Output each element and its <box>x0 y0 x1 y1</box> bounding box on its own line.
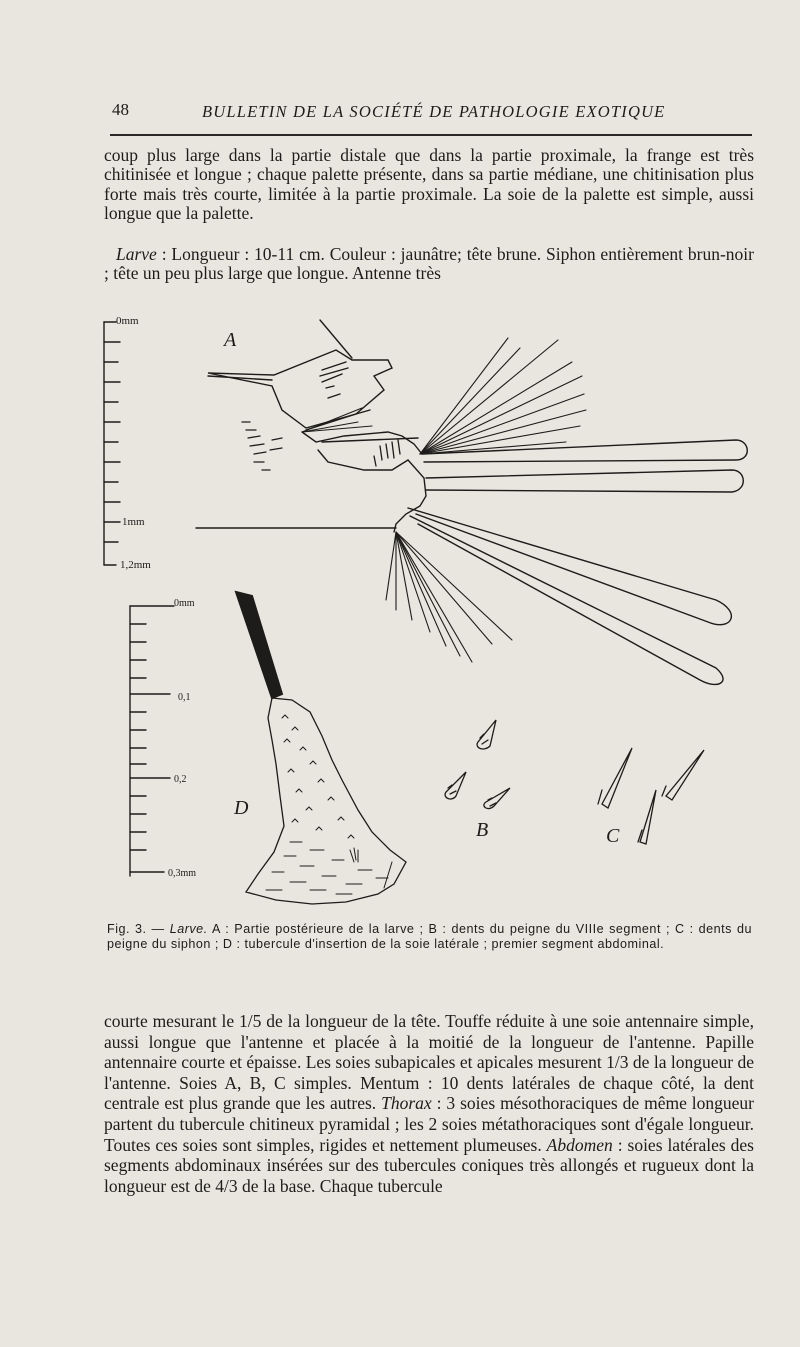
drawing-D-tubercle <box>236 592 406 904</box>
caption-text: A : Partie postérieure de la larve ; B : dents du peigne du VIIIe segment ; C : dents du peigne du siphon ; D : tubercule d'insertion de la soie latérale ; premier segment abdominal. <box>107 922 752 951</box>
larva-details-part-c: : soies latérales des segments abdominaux insérées sur des tubercules coniques très allongés et rugueux dont la longueur est de 4/3 de la base. Chaque tubercule <box>104 1134 754 1196</box>
label-D: D <box>234 797 249 819</box>
drawing-A-body <box>196 320 747 684</box>
label-A: A <box>224 329 237 351</box>
running-head <box>112 100 752 126</box>
header-rule <box>110 134 752 136</box>
scale2-t1-label: 0,1 <box>178 692 191 703</box>
label-C: C <box>606 825 620 847</box>
larva-details-part-a: courte mesurant le 1/5 de la longueur de la tête. Touffe réduite à une soie antennaire simple, aussi longue que l'antenne et placée à la moitié de la longueur de l'antenne. Papille antennaire courte et épaisse. Les soies subapicales et apicales mesurent 1/3 de la longueur de l'antenne. Soies A, B, C simples. Mentum : 10 dents latérales de chaque côté, la dent centrale est plus grande que les autres. <box>104 1011 754 1114</box>
abdomen-label: Abdomen <box>546 1134 613 1155</box>
paragraph-larva-details <box>104 1011 754 1196</box>
scale2-top-label: 0mm <box>174 598 195 609</box>
journal-title: BULLETIN DE LA SOCIÉTÉ DE PATHOLOGIE EXOTIQUE <box>202 102 666 121</box>
scale2-t2-label: 0,2 <box>174 774 187 785</box>
label-B: B <box>476 819 489 841</box>
drawing-A-scattered-spines <box>242 422 400 470</box>
scale1-mid-label: 1mm <box>122 516 145 528</box>
drawing-B-comb-teeth <box>445 720 510 809</box>
caption-label: Larve. <box>169 922 208 936</box>
drawing-A-bristle-tufts <box>302 338 586 662</box>
caption-prefix: Fig. 3. — <box>107 922 170 936</box>
page-number: 48 <box>112 100 129 119</box>
larva-details-part-b: : 3 soies mésothoraciques de même longueur partent du tubercule chitineux pyramidal ; les 2 soies métathoraciques sont d'égale longueur. Toutes ces soies sont simples, rigides et nettement plumeuses. <box>104 1093 755 1155</box>
larva-label: Larve <box>116 244 157 264</box>
scale-bar-2 <box>130 606 174 876</box>
scale1-top-label: 0mm <box>116 315 139 327</box>
scale1-bottom-label: 1,2mm <box>120 559 151 571</box>
figure-3 <box>96 310 766 920</box>
thorax-label: Thorax <box>381 1093 432 1114</box>
figure-drawing <box>96 310 766 920</box>
larva-intro-text: : Longueur : 10-11 cm. Couleur : jaunâtre; tête brune. Siphon entièrement brun-noir ; tête un peu plus large que longue. Antenne très <box>104 244 754 284</box>
figure-caption <box>107 922 752 951</box>
paragraph-larva-intro <box>104 245 754 284</box>
scale2-bottom-label: 0,3mm <box>168 868 197 879</box>
scale-bar-1 <box>104 322 120 565</box>
paragraph-palette-description: coup plus large dans la partie distale que dans la partie proximale, la frange est très chitinisée et longue ; chaque palette présente, dans sa partie médiane, une chitinisation plus forte mais très courte, limitée à la partie proximale. La soie de la palette est simple, aussi longue que la palette. <box>104 145 754 223</box>
